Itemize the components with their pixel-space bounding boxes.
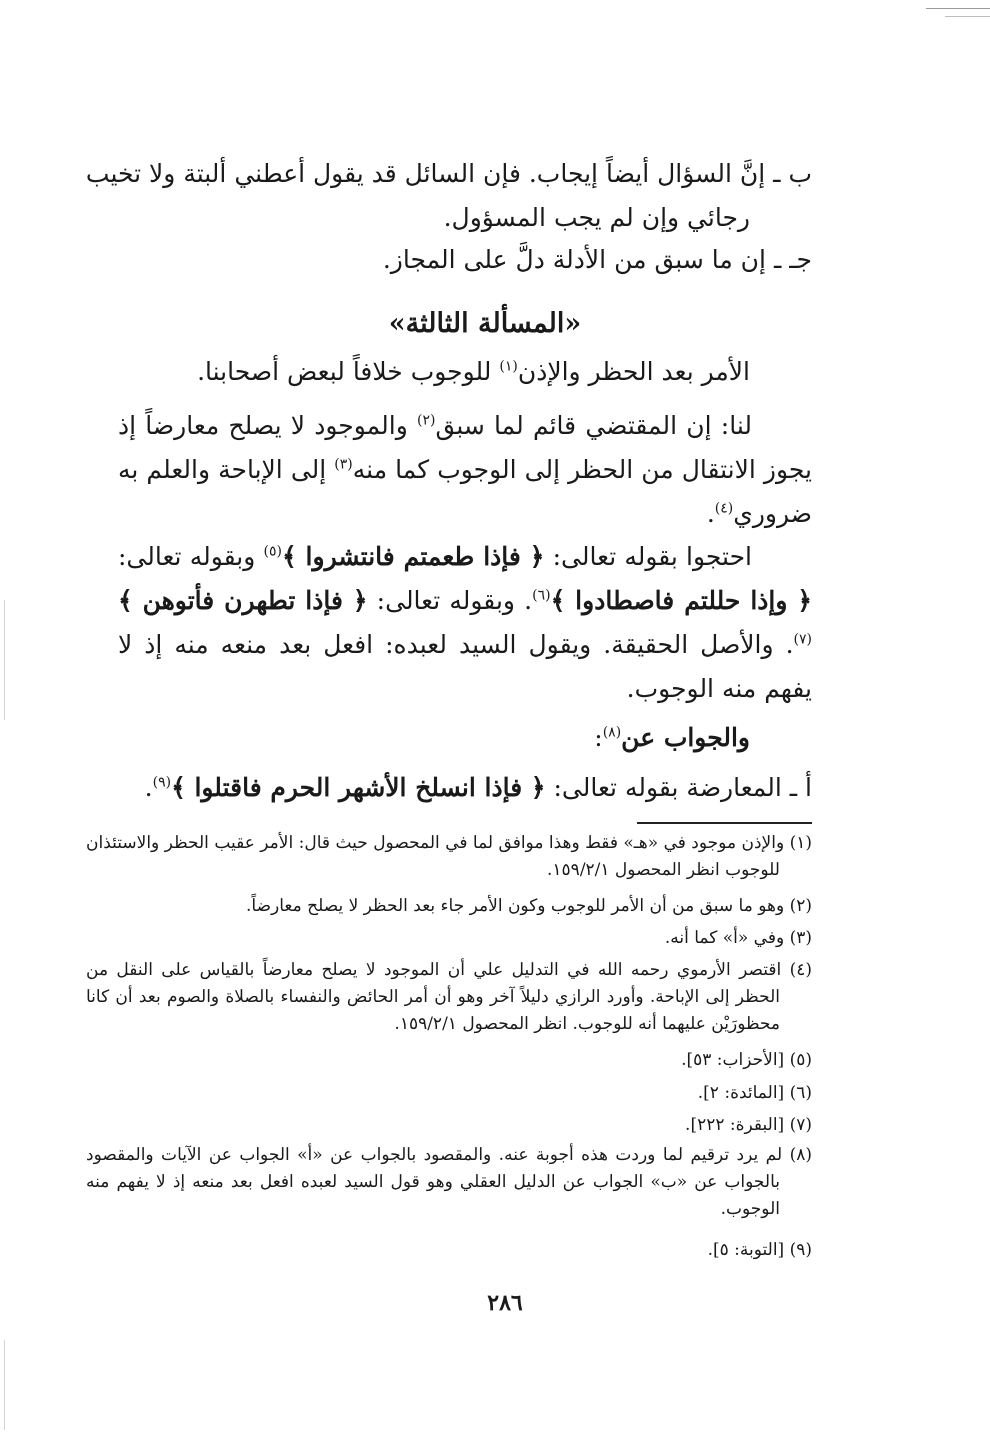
point-b-line-1: ب ـ إنَّ السؤال أيضاً إيجاب. فإن السائل قد يقول أعطني ألبتة ولا تخيب <box>85 159 812 188</box>
footnote-separator <box>637 822 812 824</box>
footnote-ref: (١) <box>499 358 518 375</box>
point-j-line: جـ ـ إن ما سبق من الأدلة دلَّ على المجاز. <box>382 245 812 274</box>
quran-verse: ﴿ فإذا تطهرن فأتوهن ﴾ <box>118 586 368 615</box>
footnote-1: (١) والإذن موجود في «هـ» فقط وهذا موافق لما في المحصول حيث قال: الأمر عقيب الحظر والاستئذان للوجوب انظر المحصول ١٥٩/٢/١. <box>86 833 812 880</box>
objection-text: . والأصل الحقيقة. ويقول السيد لعبده: افعل بعد منعه منه إذ لا يفهم منه الوجوب. <box>118 630 812 703</box>
answer-label: والجواب عن <box>621 723 750 752</box>
quran-verse: ﴿ فإذا طعمتم فانتشروا ﴾ <box>281 542 545 571</box>
objection-paragraph <box>118 535 812 711</box>
objection-text: احتجوا بقوله تعالى: <box>544 542 752 571</box>
footnote-2: (٢) وهو ما سبق من أن الأمر للوجوب وكون الأمر جاء بعد الحظر لا يصلح معارضاً. <box>245 896 812 916</box>
footnote-5: (٥) [الأحزاب: ٥٣]. <box>681 1050 812 1070</box>
footnote-ref: (٩) <box>152 774 172 791</box>
answer-text: . <box>144 773 153 802</box>
answer-point-a <box>145 766 812 810</box>
footnote-7: (٧) [البقرة: ٢٢٢]. <box>685 1115 812 1135</box>
objection-text: . وبقوله تعالى: <box>367 586 533 615</box>
page-number: ٢٨٦ <box>487 1290 523 1316</box>
issue-statement <box>197 350 750 394</box>
footnote-ref: (٤) <box>714 500 734 517</box>
footnote-4: (٤) اقتصر الأرموي رحمه الله في التدليل علي أن الموجود لا يصلح معارضاً بالقياس على النقل من الحظر إلى الإباحة. وأورد الرازي دليلاً آخر وهو أن أمر الحائض والنفساء بالصلاة والصوم بعد أن كانا محظورَيْن عليهما أنه للوجوب. انظر المحصول ١٥٩/٢/١. <box>86 960 812 1034</box>
answer-colon: : <box>594 723 603 752</box>
objection-text: وبقوله تعالى: <box>118 542 264 571</box>
footnote-ref: (٥) <box>263 543 282 560</box>
answer-heading <box>594 716 750 760</box>
argument-paragraph <box>118 404 812 536</box>
footnote-ref: (٢) <box>417 412 436 429</box>
scan-edge-mark <box>945 16 990 17</box>
argument-text: إلى الإباحة والعلم به ضروري <box>118 455 812 528</box>
footnote-ref: (٧) <box>793 631 812 648</box>
quran-verse: ﴿ فإذا انسلخ الأشهر الحرم فاقتلوا ﴾ <box>171 773 546 802</box>
footnote-3: (٣) وفي «أ» كما أنه. <box>664 928 812 948</box>
footnote-6: (٦) [المائدة: ٢]. <box>697 1083 812 1103</box>
footnote-ref: (٦) <box>532 587 551 604</box>
footnote-8: (٨) لم يرد ترقيم لما وردت هذه أجوبة عنه. والمقصود بالجواب عن «أ» الجواب عن الآيات والمقصود بالجواب عن «ب» الجواب عن الدليل العقلي وهو قول السيد لعبده افعل بعد منعه إذ لا يفهم منه الوجوب. <box>86 1145 812 1219</box>
footnote-ref: (٨) <box>602 724 622 741</box>
footnote-ref: (٣) <box>334 456 353 473</box>
argument-text: لنا: إن المقتضي قائم لما سبق <box>435 411 752 440</box>
argument-text: . <box>706 499 715 528</box>
scan-edge-mark <box>4 1340 5 1430</box>
point-b-line-2: رجائي وإن لم يجب المسؤول. <box>443 203 750 232</box>
argument-text: والموجود لا يصلح معارضاً إذ يجوز الانتقال من الحظر إلى الوجوب كما منه <box>118 411 812 484</box>
section-heading: «المسألة الثالثة» <box>388 308 582 339</box>
scan-edge-mark <box>4 600 5 720</box>
scan-edge-mark <box>926 8 990 9</box>
answer-text: أ ـ المعارضة بقوله تعالى: <box>545 773 812 802</box>
statement-text: الأمر بعد الحظر والإذن <box>517 357 750 386</box>
statement-text: للوجوب خلافاً لبعض أصحابنا. <box>197 357 500 386</box>
footnote-9: (٩) [التوبة: ٥]. <box>707 1240 812 1260</box>
quran-verse: ﴿ وإذا حللتم فاصطادوا ﴾ <box>550 586 812 615</box>
